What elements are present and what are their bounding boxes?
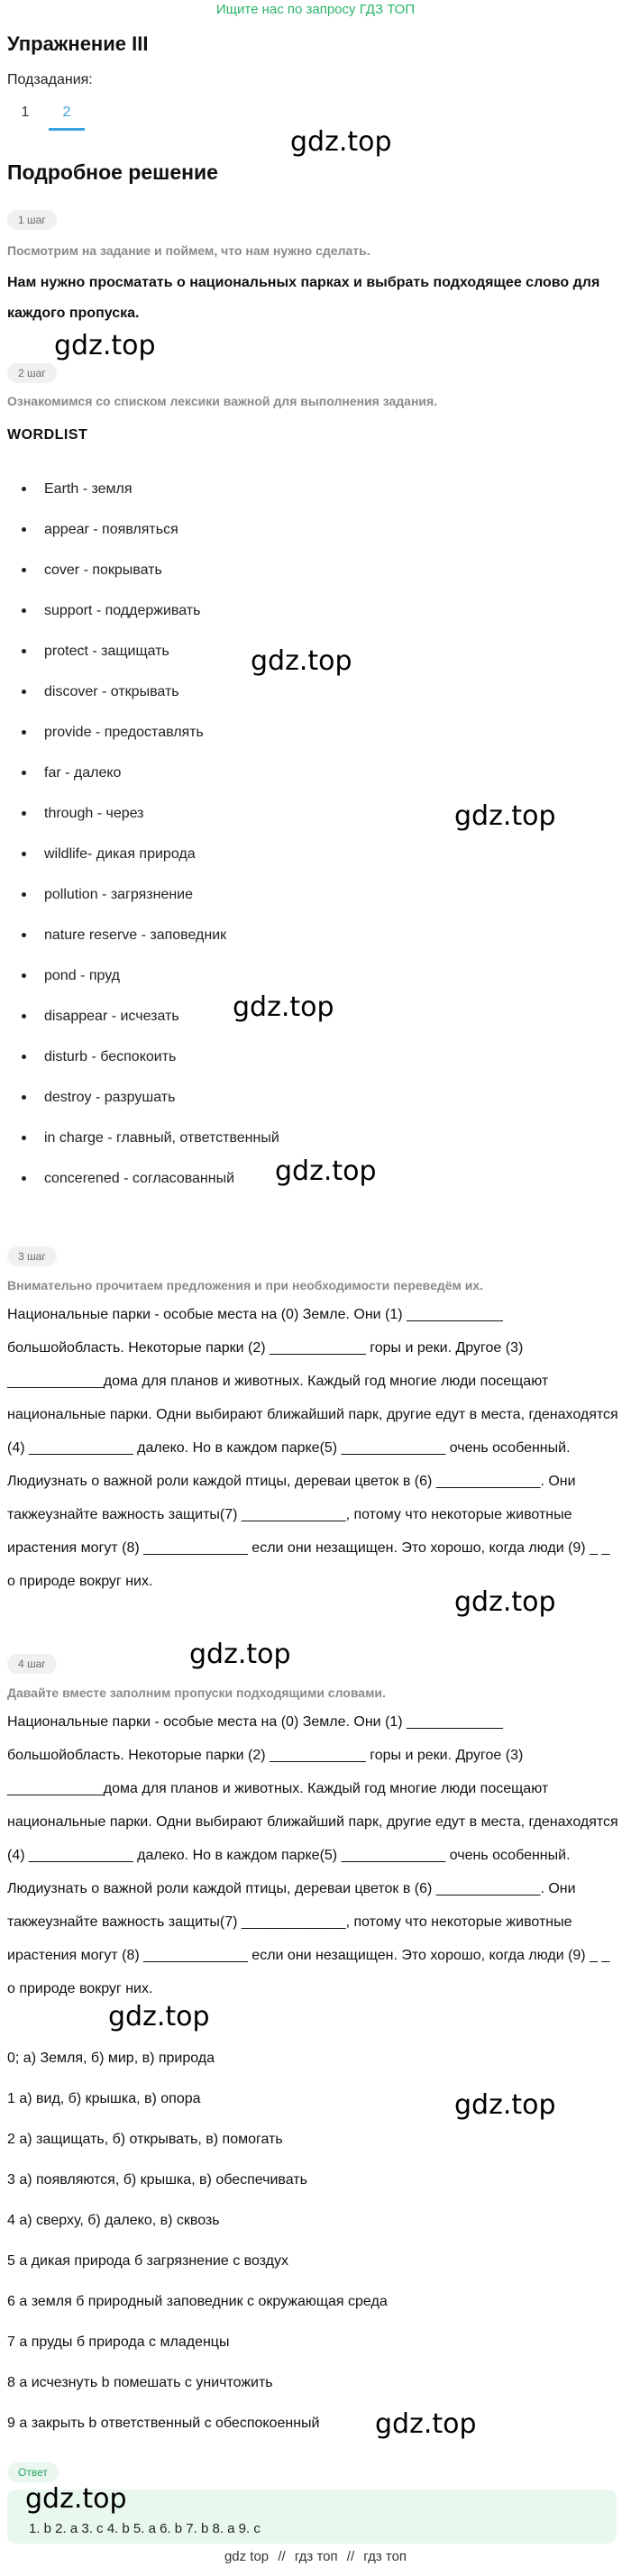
wordlist-item: disturb - беспокоить [22, 1037, 279, 1077]
wordlist-item: protect - защищать [22, 631, 279, 671]
watermark: gdz.top [25, 2483, 127, 2515]
wordlist-item: far - далеко [22, 753, 279, 793]
wordlist-item: provide - предоставлять [22, 712, 279, 753]
wordlist-item: cover - покрывать [22, 550, 279, 590]
option-line: 5 а дикая природа б загрязнение с воздух [7, 2253, 288, 2269]
step1-text: Нам нужно просматать о национальных парках и выбрать подходящее слово для каждого пропуска. [7, 275, 600, 321]
watermark: gdz.top [108, 2001, 210, 2032]
step4-muted: Давайте вместе заполним пропуски подходящими словами. [7, 1685, 386, 1700]
wordlist [22, 469, 279, 1199]
bullet-icon [22, 690, 26, 694]
bullet-icon [22, 649, 26, 653]
watermark: gdz.top [454, 1586, 556, 1618]
watermark: gdz.top [233, 991, 334, 1023]
wordlist-item: Earth - земля [22, 469, 279, 509]
step2-muted: Ознакомимся со списком лексики важной для выполнения задания. [7, 394, 438, 408]
step3-pill: 3 шаг [7, 1247, 57, 1266]
detailed-heading: Подробное решение [7, 160, 218, 184]
option-line: 4 а) сверху, б) далеко, в) сквозь [7, 2213, 220, 2228]
watermark: gdz.top [454, 2089, 556, 2121]
bullet-icon [22, 811, 26, 816]
bullet-icon [22, 1014, 26, 1019]
subtask-tab-1[interactable]: 1 [21, 105, 30, 120]
step1-pill: 1 шаг [7, 210, 57, 230]
bullet-icon [22, 730, 26, 735]
step4-pill: 4 шаг [7, 1654, 57, 1674]
top-banner[interactable]: Ищите нас по запросу ГДЗ ТОП [215, 2, 416, 17]
option-line: 7 а пруды б природа с младенцы [7, 2334, 230, 2350]
wordlist-item: through - через [22, 793, 279, 834]
wordlist-item: pond - пруд [22, 955, 279, 996]
step3-muted: Внимательно прочитаем предложения и при необходимости переведём их. [7, 1278, 484, 1293]
wordlist-item: in charge - главный, ответственный [22, 1118, 279, 1158]
bullet-icon [22, 892, 26, 897]
options-list [7, 2049, 388, 2454]
wordlist-item: support - поддерживать [22, 590, 279, 631]
wordlist-title: WORDLIST [7, 427, 88, 443]
option-line: 2 а) защищать, б) открывать, в) помогать [7, 2132, 283, 2147]
bullet-icon [22, 1055, 26, 1059]
option-line: 3 а) появляются, б) крышка, в) обеспечивать [7, 2172, 307, 2188]
step3-text: Национальные парки - особые места на (0) Земле. Они (1) ____________ большойобласть. Некоторые парки (2) ____________ горы и реки. Другое (3) ____________дома для планов и животных. Каждый год многие люди посещают национальные парки. Одни выбирают ближайший парк, другие едут в места, гденаходятся (4) _____________ далеко. Но в каждом парке(5) _____________ очень особенный. Людиузнать о важной роли каждой птицы, дереваи цветок в (6) _____________. Они такжеузнайте важность защиты(7) _____________, потому что некоторые животные ирастения могут (8) _____________ если они незащищен. Это хорошо, когда люди (9) _ _ о природе вокруг них. [7, 1307, 618, 1589]
subtask-tab-2[interactable]: 2 [49, 97, 85, 131]
watermark: gdz.top [189, 1639, 291, 1670]
footer-link-gdz-top[interactable]: gdz top [224, 2549, 270, 2564]
bullet-icon [22, 487, 26, 491]
bullet-icon [22, 1176, 26, 1181]
option-line: 0; а) Земля, б) мир, в) природа [7, 2051, 215, 2066]
footer-links [0, 2549, 631, 2564]
subtasks-label: Подзадания: [7, 72, 93, 87]
answer-pill: Ответ [7, 2462, 59, 2482]
bullet-icon [22, 527, 26, 532]
bullet-icon [22, 852, 26, 856]
bullet-icon [22, 1095, 26, 1100]
wordlist-item: concerened - согласованный [22, 1158, 279, 1199]
option-line: 9 а закрыть b ответственный с обеспокоенный [7, 2416, 320, 2431]
option-line: 8 а исчезнуть b помешать с уничтожить [7, 2375, 273, 2390]
subtasks-tabs [7, 97, 85, 131]
page-title: Упражнение III [7, 32, 149, 55]
watermark: gdz.top [290, 126, 392, 158]
wordlist-item: nature reserve - заповедник [22, 915, 279, 955]
watermark: gdz.top [454, 800, 556, 832]
answer-text: 1. b 2. a 3. c 4. b 5. a 6. b 7. b 8. a 9. c [29, 2521, 261, 2536]
footer-separator: // [346, 2549, 355, 2564]
step4-text: Национальные парки - особые места на (0) Земле. Они (1) ____________ большойобласть. Некоторые парки (2) ____________ горы и реки. Другое (3) ____________дома для планов и животных. Каждый год многие люди посещают национальные парки. Одни выбирают ближайший парк, другие едут в места, гденаходятся (4) _____________ далеко. Но в каждом парке(5) _____________ очень особенный. Людиузнать о важной роли каждой птицы, дереваи цветок в (6) _____________. Они такжеузнайте важность защиты(7) _____________, потому что некоторые животные ирастения могут (8) _____________ если они незащищен. Это хорошо, когда люди (9) _ _ о природе вокруг них. [7, 1714, 618, 1996]
bullet-icon [22, 1136, 26, 1140]
watermark: gdz.top [275, 1156, 377, 1187]
wordlist-item: wildlife- дикая природа [22, 834, 279, 874]
footer-link-gdz-top-ru-2[interactable]: гдз топ [363, 2549, 407, 2564]
bullet-icon [22, 973, 26, 978]
footer-separator: // [278, 2549, 286, 2564]
option-line: 1 а) вид, б) крышка, в) опора [7, 2091, 201, 2106]
step1-muted: Посмотрим на задание и поймем, что нам нужно сделать. [7, 243, 370, 258]
watermark: gdz.top [54, 330, 156, 361]
watermark: gdz.top [251, 645, 352, 677]
bullet-icon [22, 608, 26, 613]
footer-link-gdz-top-ru[interactable]: гдз топ [294, 2549, 338, 2564]
option-line: 6 а земля б природный заповедник с окружающая среда [7, 2294, 388, 2309]
bullet-icon [22, 933, 26, 937]
wordlist-item: appear - появляться [22, 509, 279, 550]
wordlist-item: destroy - разрушать [22, 1077, 279, 1118]
watermark: gdz.top [375, 2408, 477, 2440]
bullet-icon [22, 771, 26, 775]
wordlist-item: disappear - исчезать [22, 996, 279, 1037]
wordlist-item: discover - открывать [22, 671, 279, 712]
step2-pill: 2 шаг [7, 363, 57, 383]
bullet-icon [22, 568, 26, 572]
wordlist-item: pollution - загрязнение [22, 874, 279, 915]
